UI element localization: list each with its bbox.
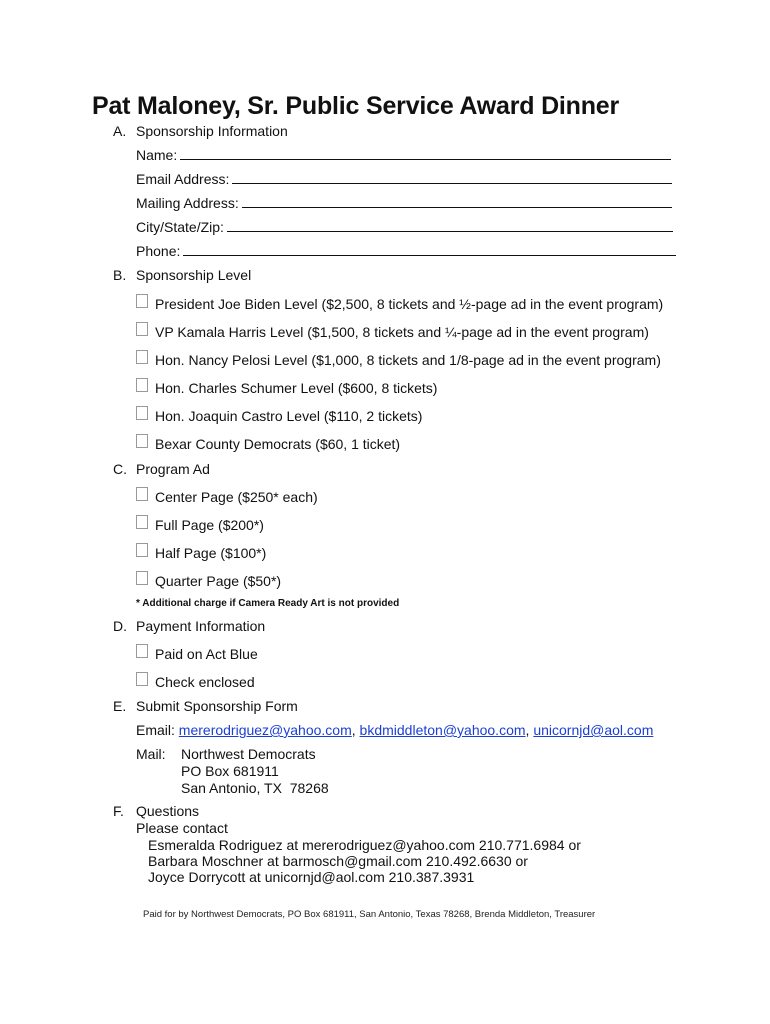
checkbox[interactable]: [136, 294, 148, 308]
option-label: Check enclosed: [155, 674, 255, 690]
option-label: President Joe Biden Level ($2,500, 8 tickets and ½-page ad in the event program): [155, 296, 664, 312]
sponsorship-option-harris[interactable]: [136, 324, 649, 340]
option-label: Paid on Act Blue: [155, 646, 258, 662]
email-line[interactable]: [232, 171, 672, 184]
section-title: Questions: [136, 803, 200, 819]
sponsorship-option-bexar[interactable]: [136, 436, 400, 452]
field-label: Mailing Address:: [136, 195, 239, 211]
mailing-address-field[interactable]: [136, 195, 672, 211]
email-link-mererodriguez[interactable]: mererodriguez@yahoo.com: [178, 722, 352, 738]
contact-moschner: Barbara Moschner at barmosch@gmail.com 210.492.6630 or: [148, 853, 528, 869]
field-label: Phone:: [136, 243, 181, 259]
option-label: Full Page ($200*): [155, 517, 264, 533]
contact-rodriguez: Esmeralda Rodriguez at mererodriguez@yahoo.com 210.771.6984 or: [148, 837, 581, 853]
checkbox[interactable]: [136, 406, 148, 420]
name-field[interactable]: [136, 147, 671, 163]
option-label: Hon. Charles Schumer Level ($600, 8 tickets): [155, 380, 438, 396]
separator: ,: [525, 722, 534, 738]
contact-dorrycott: Joyce Dorrycott at unicornjd@aol.com 210.387.3931: [148, 869, 475, 885]
email-field[interactable]: [136, 171, 672, 187]
checkbox[interactable]: [136, 543, 148, 557]
section-letter: D.: [113, 618, 127, 634]
program-ad-option-quarter[interactable]: [136, 573, 281, 589]
section-title: Sponsorship Information: [136, 123, 288, 139]
mail-address-line-1: Northwest Democrats: [181, 746, 316, 762]
city-state-zip-line[interactable]: [227, 219, 673, 232]
section-letter: C.: [113, 461, 127, 477]
field-label: Name:: [136, 147, 178, 163]
sponsorship-option-schumer[interactable]: [136, 380, 437, 396]
phone-field[interactable]: [136, 243, 676, 259]
email-label: Email:: [136, 722, 175, 738]
mail-address-line-3: San Antonio, TX 78268: [181, 780, 329, 796]
city-state-zip-field[interactable]: [136, 219, 673, 235]
payment-option-act-blue[interactable]: [136, 646, 258, 662]
section-letter: A.: [113, 123, 127, 139]
program-ad-option-center[interactable]: [136, 489, 318, 505]
email-link-bkdmiddleton[interactable]: bkdmiddleton@yahoo.com: [359, 722, 526, 738]
section-letter: B.: [113, 267, 127, 283]
section-title: Program Ad: [136, 461, 210, 477]
section-letter: E.: [113, 698, 127, 714]
page-title: Pat Maloney, Sr. Public Service Award Dinner: [92, 92, 620, 120]
sponsorship-option-castro[interactable]: [136, 408, 422, 424]
section-title: Payment Information: [136, 618, 266, 634]
sponsorship-option-biden[interactable]: [136, 296, 663, 312]
email-line-row: [136, 722, 653, 738]
mailing-address-line[interactable]: [242, 195, 672, 208]
checkbox[interactable]: [136, 515, 148, 529]
checkbox[interactable]: [136, 487, 148, 501]
checkbox[interactable]: [136, 644, 148, 658]
option-label: Hon. Nancy Pelosi Level ($1,000, 8 tickets and 1/8-page ad in the event program): [155, 352, 661, 368]
mail-label: Mail:: [136, 746, 166, 762]
questions-intro: Please contact: [136, 820, 228, 836]
option-label: Hon. Joaquin Castro Level ($110, 2 tickets): [155, 408, 423, 424]
option-label: Bexar County Democrats ($60, 1 ticket): [155, 436, 401, 452]
checkbox[interactable]: [136, 434, 148, 448]
program-ad-option-half[interactable]: [136, 545, 266, 561]
paid-for-footer: Paid for by Northwest Democrats, PO Box 681911, San Antonio, Texas 78268, Brenda Middleton, Treasurer: [143, 909, 596, 920]
email-link-unicornjd[interactable]: unicornjd@aol.com: [533, 722, 654, 738]
checkbox[interactable]: [136, 350, 148, 364]
option-label: Center Page ($250* each): [155, 489, 318, 505]
name-line[interactable]: [180, 147, 671, 160]
option-label: VP Kamala Harris Level ($1,500, 8 tickets and ¼-page ad in the event program): [155, 324, 649, 340]
separator: ,: [351, 722, 360, 738]
checkbox[interactable]: [136, 672, 148, 686]
checkbox[interactable]: [136, 322, 148, 336]
field-label: City/State/Zip:: [136, 219, 224, 235]
mail-address-line-2: PO Box 681911: [181, 763, 279, 779]
field-label: Email Address:: [136, 171, 230, 187]
program-ad-option-full[interactable]: [136, 517, 264, 533]
camera-ready-note: * Additional charge if Camera Ready Art is not provided: [136, 598, 400, 609]
section-title: Submit Sponsorship Form: [136, 698, 298, 714]
option-label: Half Page ($100*): [155, 545, 267, 561]
payment-option-check[interactable]: [136, 674, 255, 690]
option-label: Quarter Page ($50*): [155, 573, 282, 589]
section-title: Sponsorship Level: [136, 267, 252, 283]
sponsorship-option-pelosi[interactable]: [136, 352, 661, 368]
checkbox[interactable]: [136, 378, 148, 392]
phone-line[interactable]: [183, 243, 676, 256]
checkbox[interactable]: [136, 571, 148, 585]
section-letter: F.: [113, 803, 124, 819]
